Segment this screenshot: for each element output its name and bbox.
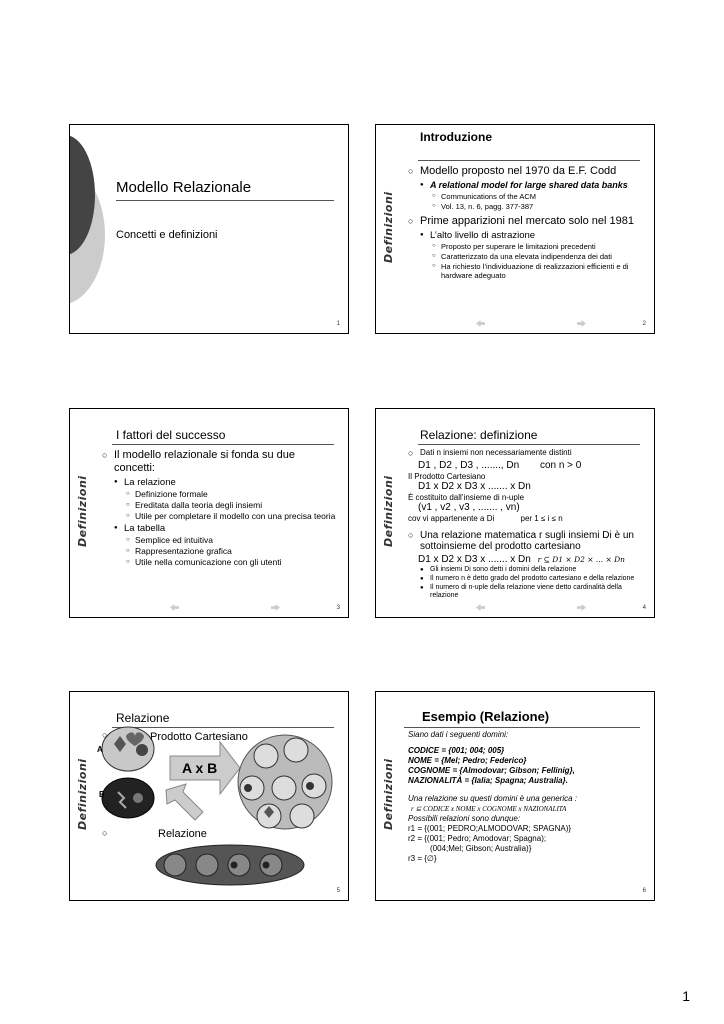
slide-6-content	[408, 730, 648, 864]
next-arrow-icon[interactable]	[577, 320, 586, 327]
prev-arrow-icon[interactable]	[476, 604, 485, 611]
slide-2-content	[408, 163, 644, 281]
index-range: per 1 ≤ i ≤ n	[520, 514, 563, 523]
next-arrow-icon[interactable]	[271, 604, 280, 611]
prev-arrow-icon[interactable]	[476, 320, 485, 327]
bullet: ● Il numero n è detto grado del prodotto cartesiano e della relazione	[420, 575, 648, 583]
nav-arrows[interactable]	[170, 604, 280, 612]
bullet: ● La relazione	[114, 477, 338, 488]
text-line: r3 = {∅}	[408, 854, 437, 863]
bullet-marker: ○	[102, 828, 108, 838]
product-formula-2-text: D1 x D2 x D3 x ....... x Dn	[418, 554, 531, 565]
bullet: ○ Dati n insiemi non necessariamente distinti	[408, 448, 648, 458]
slide-5-title: Relazione	[116, 711, 170, 725]
bullet: ○ Definizione formale	[126, 489, 338, 499]
slide-number: 3	[336, 605, 340, 611]
slide-2	[375, 124, 655, 334]
slide-1	[69, 124, 349, 334]
bullet: ● L’alto livello di astrazione	[420, 230, 644, 241]
cov-line	[408, 514, 648, 524]
vertical-label: Definizioni	[382, 475, 395, 547]
vertical-label: Definizioni	[76, 758, 89, 830]
bullet: ○ Ereditata dalla teoria degli insiemi	[126, 500, 338, 510]
slide-4-content	[408, 446, 648, 601]
bullet: ● Gli insiemi Di sono detti i domini della relazione	[420, 566, 648, 574]
slide-1-rule	[116, 200, 334, 201]
constituted-line: È costituito dall’insieme di n-uple	[408, 493, 525, 502]
text-line: r1 = {(001; PEDRO;ALMODOVAR; SPAGNA)}	[408, 824, 572, 833]
slide-number: 6	[642, 888, 646, 894]
text-line: NOME = {Mel; Pedro; Federico}	[408, 756, 527, 765]
bullet: ● A relational model for large shared data banks	[420, 180, 644, 191]
text-line: Siano dati i seguenti domini:	[408, 730, 509, 739]
bullet: ○ Rappresentazione grafica	[126, 546, 338, 556]
sets-condition: con n > 0	[539, 460, 582, 471]
axb-label: A x B	[182, 760, 218, 776]
slide-5	[69, 691, 349, 901]
slide-6	[375, 691, 655, 901]
slide-1-title: Modello Relazionale	[116, 179, 252, 196]
bullet: ○ Una relazione matematica r sugli insiemi Di è un sottoinsieme del prodotto cartesiano	[408, 530, 648, 552]
text-line: r ⊆ CODICE x NOME x COGNOME x NAZIONALITA	[411, 805, 567, 813]
label-b: B	[99, 790, 105, 799]
slide-4	[375, 408, 655, 618]
bullet: ○ Prime apparizioni nel mercato solo nel 1981	[408, 215, 644, 228]
product-formula: D1 x D2 x D3 x ....... x Dn	[418, 481, 531, 492]
slide-6-rule	[404, 727, 640, 728]
slide-1-subtitle: Concetti e definizioni	[116, 229, 218, 241]
cov-text: cov vi appartenente a Di	[408, 514, 495, 523]
sets: D1 , D2 , D3 , ......., Dn	[418, 460, 520, 471]
slide-4-rule	[418, 444, 640, 445]
vertical-label: Definizioni	[382, 191, 395, 263]
text-line: Possibili relazioni sono dunque:	[408, 814, 521, 823]
nav-arrows[interactable]	[476, 604, 586, 612]
text-line: NAZIONALITÀ = {Ialia; Spagna; Australia}.	[408, 776, 568, 785]
text-line: Una relazione su questi domini è una generica :	[408, 794, 577, 803]
nav-arrows[interactable]	[476, 320, 586, 328]
slide-number: 5	[336, 888, 340, 894]
slide-2-title: Introduzione	[420, 130, 492, 144]
text-line: r2 = {(001; Pedro; Amodovar; Spagna);	[408, 834, 547, 843]
vertical-label: Definizioni	[76, 475, 89, 547]
text-line: CODICE = {001; 004; 005}	[408, 746, 505, 755]
prev-arrow-icon[interactable]	[170, 604, 179, 611]
cartesian-diagram	[70, 692, 348, 900]
relation-label: Relazione	[158, 828, 207, 840]
bullet: ○ Utile nella comunicazione con gli utenti	[126, 557, 338, 567]
subset-formula: r ⊆ D1 × D2 × ... × Dn	[537, 555, 625, 564]
product-label: Prodotto Cartesiano	[150, 731, 248, 743]
bullet: ○ Modello proposto nel 1970 da E.F. Codd	[408, 165, 644, 178]
slide-3	[69, 408, 349, 618]
bullet: ○ Utile per completare il modello con una precisa teoria	[126, 511, 338, 521]
vertical-label: Definizioni	[382, 758, 395, 830]
page-number: 1	[682, 988, 690, 1004]
slide-number: 4	[642, 605, 646, 611]
slide-3-content	[102, 447, 338, 568]
text-line: COGNOME = {Almodovar; Gibson; Fellinig},	[408, 766, 575, 775]
label-a: A	[97, 745, 103, 754]
bullet: ○ Ha richiesto l’individuazione di realizzazioni efficienti e di hardware adeguato	[432, 262, 644, 280]
slide-3-title: I fattori del successo	[116, 428, 226, 442]
text-line: (004;Mel; Gibson; Australia)}	[430, 844, 532, 853]
slide-number: 2	[642, 321, 646, 327]
bullet: ○ Semplice ed intuitiva	[126, 535, 338, 545]
bullet: ○ Communications of the ACM	[432, 192, 644, 201]
product-label: Il Prodotto Cartesiano	[408, 472, 486, 481]
bullet-marker: ○	[102, 730, 108, 740]
sets-line	[408, 460, 648, 472]
slide-4-title: Relazione: definizione	[420, 428, 538, 442]
bullet: ● Il numero di n-uple della relazione viene detto cardinalità della relazione	[420, 584, 648, 600]
slide-3-rule	[112, 444, 334, 445]
slide-number: 1	[336, 321, 340, 327]
slide-6-title: Esempio (Relazione)	[422, 709, 550, 724]
bullet: ● La tabella	[114, 523, 338, 534]
tuple-formula: (v1 , v2 , v3 , ....... , vn)	[418, 502, 520, 513]
bullet: ○ Proposto per superare le limitazioni precedenti	[432, 242, 644, 251]
next-arrow-icon[interactable]	[577, 604, 586, 611]
product-formula-2	[408, 554, 648, 566]
bullet: ○ Caratterizzato da una elevata indipendenza dei dati	[432, 252, 644, 261]
bullet: ○ Il modello relazionale si fonda su due concetti:	[102, 449, 338, 475]
slide-2-rule	[418, 160, 640, 161]
bullet: ○ Vol. 13, n. 6, pagg. 377-387	[432, 202, 644, 211]
